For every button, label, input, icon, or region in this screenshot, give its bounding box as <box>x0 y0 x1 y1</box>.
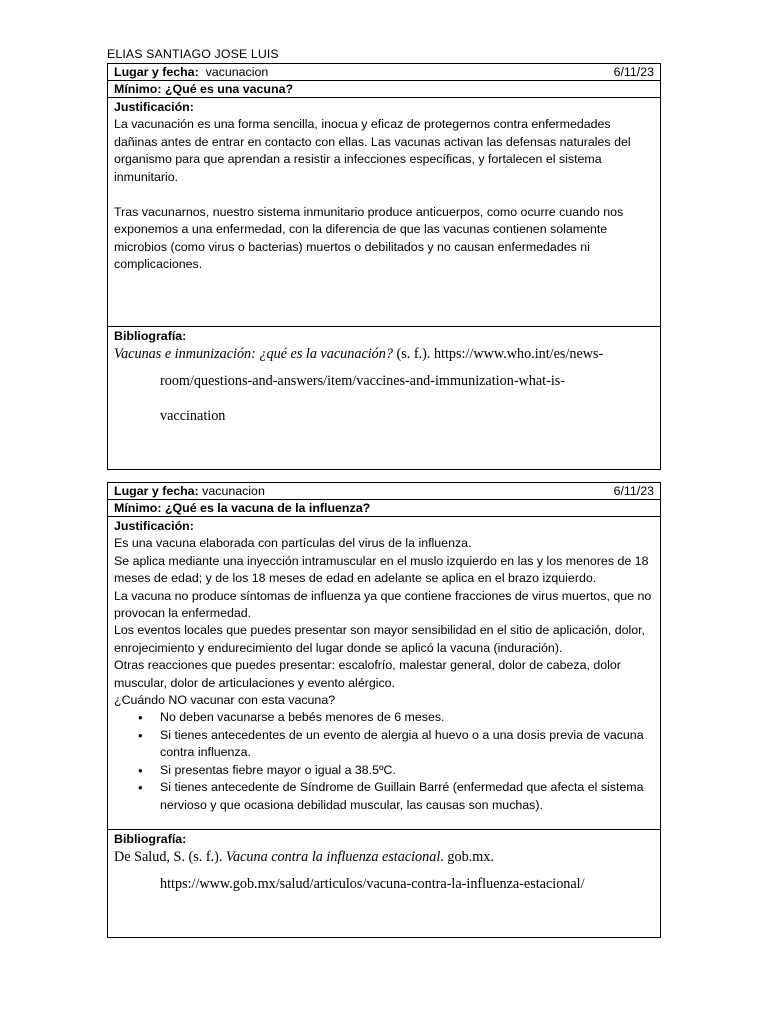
reference-continuation: room/questions-and-answers/item/vaccines-and-immunization-what-is- <box>160 373 566 389</box>
list-item: • Si presentas fiebre mayor o igual a 38.5ºC. <box>160 762 654 779</box>
reference-line <box>114 848 654 866</box>
minimo-row <box>108 500 660 517</box>
record-card-vacuna <box>107 63 661 470</box>
record-card-influenza <box>107 482 661 938</box>
lugar-value: vacunacion <box>205 65 269 79</box>
minimo-field <box>114 500 370 516</box>
justificacion-section <box>108 517 660 830</box>
justificacion-line: Es una vacuna elaborada con partículas del virus de la influenza. <box>114 536 472 551</box>
list-item: • Si tienes antecedentes de un evento de alergia al huevo o a una dosis previa de vacuna contra influenza. <box>160 727 654 762</box>
justificacion-line: ¿Cuándo NO vacunar con esta vacuna? <box>114 693 336 708</box>
justificacion-line: Los eventos locales que puedes presentar son mayor sensibilidad en el sitio de aplicación, dolor, enrojecimiento y endurecimiento del lugar donde se aplicó la vacuna (induración). <box>114 623 646 655</box>
list-item: • Si tienes antecedente de Síndrome de Guillain Barré (enfermedad que afecta el sistema nervioso y que ocasiona debilidad muscular, las causas son muchas). <box>160 779 654 814</box>
lugar-fecha-row <box>108 483 660 500</box>
bibliografia-section <box>108 327 660 469</box>
lugar-field <box>114 483 265 499</box>
reference-title: Vacunas e inmunización: ¿qué es la vacunación? <box>114 346 393 362</box>
lugar-fecha-row <box>108 64 660 81</box>
minimo-value: ¿Qué es la vacuna de la influenza? <box>164 501 371 515</box>
bibliografia-label: Bibliografía: <box>114 329 187 343</box>
list-item: • No deben vacunarse a bebés menores de 6 meses. <box>160 709 654 726</box>
justificacion-section <box>108 98 660 327</box>
contraindications-list <box>114 709 654 813</box>
bibliografia-label: Bibliografía: <box>114 832 187 846</box>
justificacion-label: Justificación: <box>114 100 194 114</box>
reference-source: (s. f.). https://www.who.int/es/news- <box>392 346 604 362</box>
author-name: ELIAS SANTIAGO JOSE LUIS <box>107 47 279 61</box>
fecha-value: 6/11/23 <box>613 484 654 498</box>
reference-continuation: vaccination <box>160 408 226 424</box>
reference-source: . gob.mx. <box>440 849 494 865</box>
justificacion-label: Justificación: <box>114 519 194 533</box>
lugar-value: vacunacion <box>202 484 265 498</box>
reference-url: https://www.gob.mx/salud/articulos/vacuna-contra-la-influenza-estacional/ <box>160 876 585 892</box>
justificacion-paragraph: La vacunación es una forma sencilla, inocua y eficaz de protegernos contra enfermedades dañinas antes de entrar en contacto con ellas. Las vacunas activan las defensas naturales del organismo para que aprendan a resistir a infecciones específicas, y fortalecen el sistema inmunitario. <box>114 117 631 184</box>
lugar-label: Lugar y fecha: <box>114 65 199 79</box>
lugar-field <box>114 64 268 80</box>
minimo-label: Mínimo: <box>114 501 162 515</box>
fecha-value: 6/11/23 <box>613 65 654 79</box>
minimo-row <box>108 81 660 98</box>
minimo-field <box>114 81 293 97</box>
justificacion-line: Otras reacciones que puedes presentar: escalofrío, malestar general, dolor de cabeza, dolor muscular, dolor de articulaciones y evento alérgico. <box>114 658 621 690</box>
reference-author: De Salud, S. (s. f.). <box>114 849 226 865</box>
justificacion-line: La vacuna no produce síntomas de influenza ya que contiene fracciones de virus muertos, que no provocan la enfermedad. <box>114 588 652 621</box>
minimo-label: Mínimo: <box>114 82 162 96</box>
minimo-value: ¿Qué es una vacuna? <box>164 82 294 96</box>
justificacion-line: Se aplica mediante una inyección intramuscular en el muslo izquierdo en las y los menores de 18 meses de edad; y de los 18 meses de edad en adelante se aplica en el brazo izquierdo. <box>114 553 649 586</box>
bibliografia-section <box>108 830 660 937</box>
justificacion-paragraph: Tras vacunarnos, nuestro sistema inmunitario produce anticuerpos, como ocurre cuando nos exponemos a una enfermedad, con la diferencia de que las vacunas contienen solamente microbios (como virus o bacterias) muertos o debilitados y no causan enfermedades ni complicaciones. <box>114 205 624 272</box>
reference-title: Vacuna contra la influenza estacional <box>225 849 441 865</box>
lugar-label: Lugar y fecha: <box>114 484 199 498</box>
reference-line <box>114 345 654 363</box>
